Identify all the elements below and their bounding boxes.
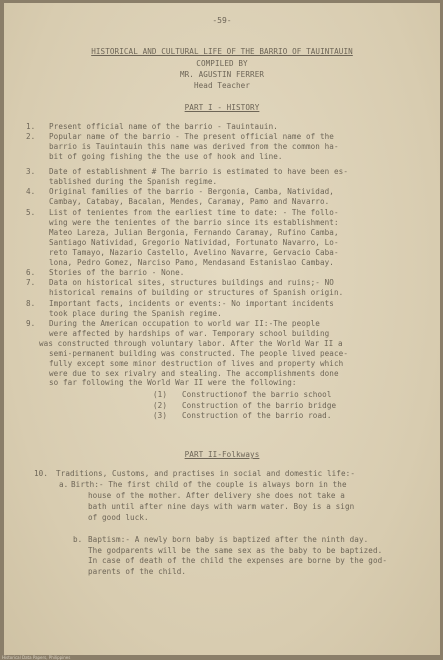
sub-b-text: parents of the child. [88,566,187,576]
item-text-line: Present official name of the barrio - Tauintauin. [49,122,278,131]
accomplishment-number: (3) [153,411,168,420]
footer-credit: Historical Data Papers, Philippines [2,655,71,660]
accomplishment-number: (1) [153,390,168,399]
item-text-line: tablished during the Spanish regime. [49,176,218,186]
item-number: 3. [26,167,36,176]
item-10-number: 10. [34,469,49,478]
item-number: 7. [26,278,36,287]
part2-heading: PART II-Folkways [184,450,260,459]
item-number: 8. [26,299,36,308]
item-text-line: Santiago Natividad, Gregorio Natividad, Fortunato Navarro, Lo- [49,237,339,247]
item-text-line: fully except some minor destruction of lives and property which [49,358,344,368]
item-text-line: Cambay, Catabay, Bacalan, Mendes, Caramay, Pamo and Navarro. [49,196,330,206]
item-text-line: lona, Pedro Gomez, Narciso Pamo, Mendasand Estanislao Cambay. [49,257,334,267]
sub-a-text: Birth:- The first child of the couple is always born in the [71,480,347,489]
item-text-line: Data on historical sites, structures buildings and ruins;- NO [49,278,334,287]
item-text-line: Important facts, incidents or events:- No important incidents [49,299,334,308]
item-number: 1. [26,122,36,131]
part1-heading: PART I - HISTORY [184,103,260,112]
item-10-text: Traditions, Customs, and practises in social and domestic life:- [56,469,355,478]
item-text-line: wing were the tenientes of the barrio since its establishment: [49,217,339,227]
item-text-line: Original families of the barrio - Bergonia, Camba, Natividad, [49,187,334,196]
item-text-line: List of tenientes from the earliest time to date: - The follo- [49,208,339,217]
author-name: MR. AGUSTIN FERRER [179,70,265,79]
sub-b-text: Baptism:- A newly born baby is baptized after the ninth day. [88,535,369,544]
page-number: -59- [212,16,232,25]
sub-b-text: In case of death of the child the expenses are borne by the god- [88,556,387,565]
item-text-line: were affected by hardships of war. Temporary school building [49,328,330,338]
item-text-line: took place during the Spanish regime. [49,308,222,318]
item-number: 2. [26,132,36,141]
item-text-line: so far following the World War II were the following: [49,378,297,388]
sub-b-label: b. [73,535,83,544]
accomplishment-text: Construction of the barrio bridge [182,400,337,410]
item-text-line: Mateo Lareza, Julian Bergonia, Fernando Caramay, Rufino Camba, [49,227,339,237]
sub-a-text: of good luck. [88,513,149,522]
item-text-line: historical remains of building or structures of Spanish origin. [49,287,344,297]
item-text-line: During the American occupation to world war II:-The people [49,319,320,328]
accomplishment-text: Constructionof the barrio school [182,390,332,399]
sub-a-label: a. [59,480,69,489]
document-title: HISTORICAL AND CULTURAL LIFE OF THE BARRIO OF TAUINTAUIN [91,47,353,56]
sub-a-text: house of the mother. After delivery she does not take a [88,491,345,500]
item-text-line: was constructed through voluntary labor. After the World War II a [39,338,343,348]
item-number: 9. [26,319,36,328]
item-text-line: Stories of the barrio - None. [49,268,185,277]
sub-a-text: bath until after nine days with warm water. Boy is a sign [88,502,355,511]
author-role: Head Teacher [193,81,251,90]
item-text-line: Popular name of the barrio - The present official name of the [49,132,334,141]
item-number: 6. [26,268,36,277]
item-text-line: bit of going fishing the the use of hook and line. [49,151,283,161]
item-text-line: barrio is Tauintauin this name was derived from the common ha- [49,141,339,151]
item-text-line: were due to sex rivalry and stealing. The accomplishments done [49,368,339,378]
document-page [4,3,440,655]
item-text-line: semi-permanent building was constructed. The people lived peace- [49,348,348,358]
item-text-line: reto Tamayo, Nazario Castello, Avelino Navarre, Gervacio Caba- [49,247,339,257]
accomplishment-number: (2) [153,400,168,410]
accomplishment-text: Construction of the barrio road. [182,411,332,420]
item-number: 4. [26,187,36,196]
sub-b-text: The godparents will be the same sex as the baby to be baptized. [88,545,383,555]
item-text-line: Date of establishment # The barrio is estimated to have been es- [49,167,348,176]
compiled-by: COMPILED BY [196,59,248,68]
item-number: 5. [26,208,36,217]
